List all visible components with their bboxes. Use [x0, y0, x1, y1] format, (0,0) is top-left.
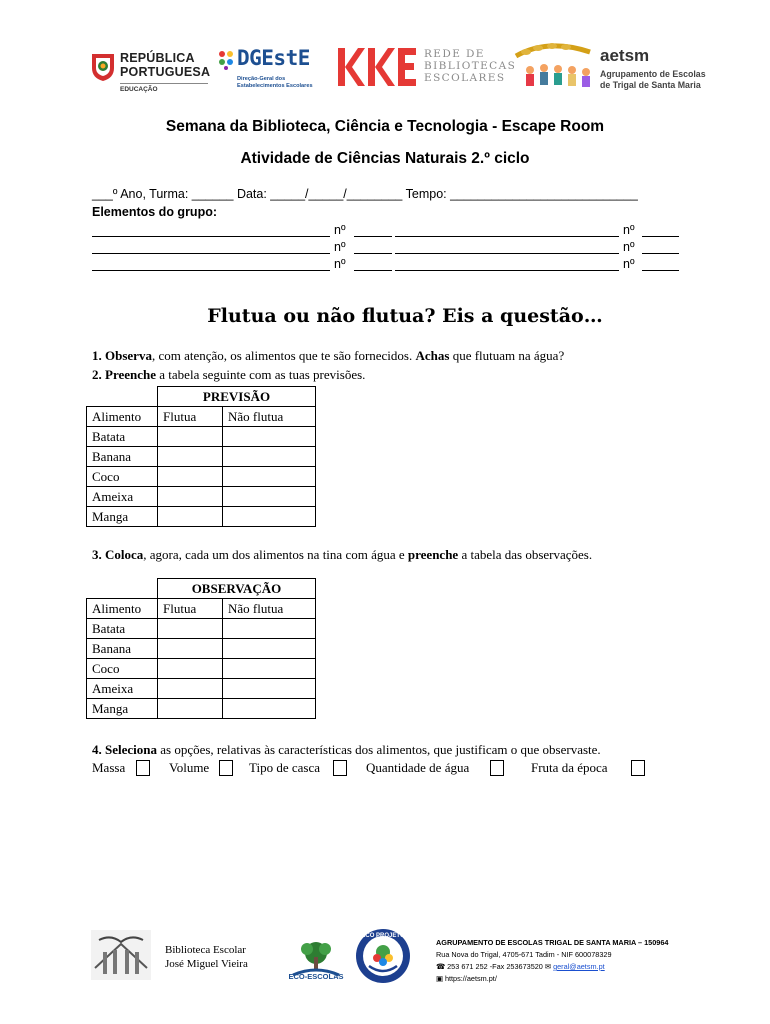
rbe-line2: BIBLIOTECAS: [424, 60, 517, 72]
option-label-massa: Massa: [92, 760, 126, 775]
number-label: nº: [623, 240, 635, 254]
floats-cell[interactable]: [158, 507, 223, 527]
member-name-blank[interactable]: [92, 253, 330, 254]
eco-projeto-badge-icon: [355, 928, 411, 984]
observation-table: [86, 578, 316, 719]
food-label: Manga: [87, 699, 158, 719]
instruction-3-verb: Coloca: [105, 547, 144, 562]
library-credit: [165, 943, 248, 971]
instruction-4-text: as opções, relativas às características dos alimentos, que justificam o que observaste.: [160, 742, 601, 757]
table-corner: [87, 579, 158, 599]
dgeste-sub2: Estabelecimentos Escolares: [237, 83, 313, 89]
food-label: Ameixa: [87, 679, 158, 699]
header-logos: [88, 42, 708, 98]
floats-cell[interactable]: [158, 427, 223, 447]
food-label: Banana: [87, 447, 158, 467]
table-row: [87, 487, 316, 507]
not-floats-cell[interactable]: [223, 487, 316, 507]
table-row: [87, 467, 316, 487]
aetsm-children-icon: [508, 42, 598, 98]
column-header: Não flutua: [223, 599, 316, 619]
rbe-text: [424, 48, 516, 84]
eco-escolas-label: ECO-ESCOLAS: [288, 972, 344, 981]
option-label-quantidade-de-agua: Quantidade de água: [366, 760, 470, 775]
dgeste-name: DGEstE: [237, 46, 310, 70]
aetsm-sub1: Agrupamento de Escolas: [600, 69, 706, 79]
table-corner: [87, 387, 158, 407]
number-label: nº: [334, 240, 346, 254]
number-label: nº: [623, 257, 635, 271]
identification-line[interactable]: ___º Ano, Turma: ______ Data: _____/_____/________ Tempo: ___________________________: [92, 187, 638, 201]
table-header-row: [87, 407, 316, 427]
food-label: Batata: [87, 619, 158, 639]
column-header: Flutua: [158, 407, 223, 427]
not-floats-cell[interactable]: [223, 447, 316, 467]
republica-line2: PORTUGUESA: [120, 65, 211, 79]
activity-question-title: Flutua ou não flutua? Eis a questão…: [207, 305, 603, 327]
member-number-blank[interactable]: [354, 236, 392, 237]
table-row: [87, 619, 316, 639]
rbe-line1: REDE DE: [424, 48, 485, 60]
instruction-4: [92, 742, 601, 758]
column-header: Alimento: [87, 407, 158, 427]
dgeste-dots-icon: [218, 50, 236, 70]
instruction-3: [92, 547, 592, 563]
option-label-tipo-de-casca: Tipo de casca: [249, 760, 321, 775]
floats-cell[interactable]: [158, 467, 223, 487]
floats-cell[interactable]: [158, 699, 223, 719]
instruction-2-number: 2.: [92, 367, 102, 382]
table-row: [87, 507, 316, 527]
food-label: Batata: [87, 427, 158, 447]
republica-portuguesa-logo: [88, 42, 210, 98]
instruction-1-verb2: Achas: [415, 348, 450, 363]
dgeste-sub1: Direção-Geral dos: [237, 76, 286, 82]
web-icon: ▣: [436, 974, 443, 983]
floats-cell[interactable]: [158, 679, 223, 699]
library-line1: Biblioteca Escolar: [165, 944, 246, 956]
member-number-blank[interactable]: [354, 253, 392, 254]
prediction-table: [86, 386, 316, 527]
checkbox-tipo-de-casca[interactable]: [333, 760, 347, 776]
instruction-1: [92, 348, 564, 364]
page-title: Semana da Biblioteca, Ciência e Tecnologia - Escape Room: [165, 118, 605, 135]
food-label: Manga: [87, 507, 158, 527]
member-number-blank[interactable]: [354, 270, 392, 271]
number-label: nº: [623, 223, 635, 237]
instruction-3-text2: a tabela das observações.: [461, 547, 593, 562]
table-row: [87, 639, 316, 659]
republica-line1: REPÚBLICA: [120, 51, 195, 65]
instruction-3-verb2: preenche: [407, 547, 459, 562]
instruction-1-text: , com atenção, os alimentos que te são fornecidos.: [151, 348, 413, 363]
instruction-2-text: a tabela seguinte com as tuas previsões.: [159, 367, 366, 382]
option-label-fruta-da-epoca: Fruta da época: [531, 760, 608, 775]
website-line: [436, 973, 668, 985]
instruction-2: [92, 367, 365, 383]
not-floats-cell[interactable]: [223, 427, 316, 447]
instruction-1-text2: que flutuam na água?: [452, 348, 565, 363]
floats-cell[interactable]: [158, 447, 223, 467]
rbe-mark-icon: [338, 48, 416, 86]
instruction-3-text: , agora, cada um dos alimentos na tina com água e: [143, 547, 405, 562]
instruction-1-verb: Observa: [105, 348, 152, 363]
member-name-blank[interactable]: [92, 236, 330, 237]
school-address-block: [436, 937, 668, 985]
checkbox-volume[interactable]: [219, 760, 233, 776]
address-line: Rua Nova do Trigal, 4705-671 Tadim - NIF 600078329: [436, 950, 612, 959]
library-line2: José Miguel Vieira: [165, 958, 248, 970]
rbe-line3: ESCOLARES: [424, 72, 506, 84]
table-row: [87, 447, 316, 467]
member-number-blank[interactable]: [642, 253, 679, 254]
option-label-volume: Volume: [169, 760, 210, 775]
table-row: [87, 659, 316, 679]
not-floats-cell[interactable]: [223, 619, 316, 639]
page-subtitle: Atividade de Ciências Naturais 2.º ciclo: [240, 150, 530, 167]
instruction-4-verb: Seleciona: [105, 742, 157, 757]
email-link[interactable]: geral@aetsm.pt: [553, 962, 605, 971]
food-label: Banana: [87, 639, 158, 659]
member-name-blank[interactable]: [92, 270, 330, 271]
contact-line: [436, 961, 668, 973]
column-header: Não flutua: [223, 407, 316, 427]
member-number-blank[interactable]: [642, 236, 679, 237]
instruction-3-number: 3.: [92, 547, 102, 562]
floats-cell[interactable]: [158, 619, 223, 639]
member-name-blank[interactable]: [395, 270, 619, 271]
not-floats-cell[interactable]: [223, 639, 316, 659]
aetsm-sub2: de Trigal de Santa Maria: [600, 80, 701, 90]
school-library-logo-icon: [91, 930, 151, 980]
rede-bibliotecas-logo: [338, 42, 517, 98]
food-label: Coco: [87, 659, 158, 679]
number-label: nº: [334, 257, 346, 271]
phone-fax: ☎ 253 671 252 -Fax 253673520: [436, 962, 543, 971]
table-row: [87, 427, 316, 447]
instruction-1-number: 1.: [92, 348, 102, 363]
table-row: [87, 679, 316, 699]
email-icon: ✉: [544, 962, 552, 971]
number-label: nº: [334, 223, 346, 237]
food-label: Ameixa: [87, 487, 158, 507]
checkbox-massa[interactable]: [136, 760, 150, 776]
not-floats-cell[interactable]: [223, 507, 316, 527]
not-floats-cell[interactable]: [223, 659, 316, 679]
coat-of-arms-icon: [90, 50, 116, 82]
floats-cell[interactable]: [158, 487, 223, 507]
checkbox-quantidade-de-agua[interactable]: [490, 760, 504, 776]
not-floats-cell[interactable]: [223, 699, 316, 719]
website-link[interactable]: https://aetsm.pt/: [444, 974, 497, 983]
not-floats-cell[interactable]: [223, 467, 316, 487]
dgeste-logo: [218, 42, 328, 98]
checkbox-fruta-da-epoca[interactable]: [631, 760, 645, 776]
aetsm-logo: [508, 42, 708, 98]
not-floats-cell[interactable]: [223, 679, 316, 699]
aetsm-name: aetsm: [600, 46, 650, 65]
column-header: Alimento: [87, 599, 158, 619]
instruction-4-number: 4.: [92, 742, 102, 757]
floats-cell[interactable]: [158, 639, 223, 659]
prediction-table-title: PREVISÃO: [158, 387, 316, 407]
eco-projeto-text: ECO PROJETO: [361, 933, 405, 939]
table-row: [87, 699, 316, 719]
column-header: Flutua: [158, 599, 223, 619]
floats-cell[interactable]: [158, 659, 223, 679]
instruction-2-verb: Preenche: [105, 367, 157, 382]
observation-table-title: OBSERVAÇÃO: [158, 579, 316, 599]
address-title: AGRUPAMENTO DE ESCOLAS TRIGAL DE SANTA MARIA – 150964: [436, 938, 669, 947]
table-header-row: [87, 599, 316, 619]
republica-divider: [120, 83, 208, 84]
member-name-blank[interactable]: [395, 236, 619, 237]
republica-line3: EDUCAÇÃO: [120, 86, 158, 93]
group-members-label: Elementos do grupo:: [92, 205, 217, 219]
member-number-blank[interactable]: [642, 270, 679, 271]
member-name-blank[interactable]: [395, 253, 619, 254]
food-label: Coco: [87, 467, 158, 487]
